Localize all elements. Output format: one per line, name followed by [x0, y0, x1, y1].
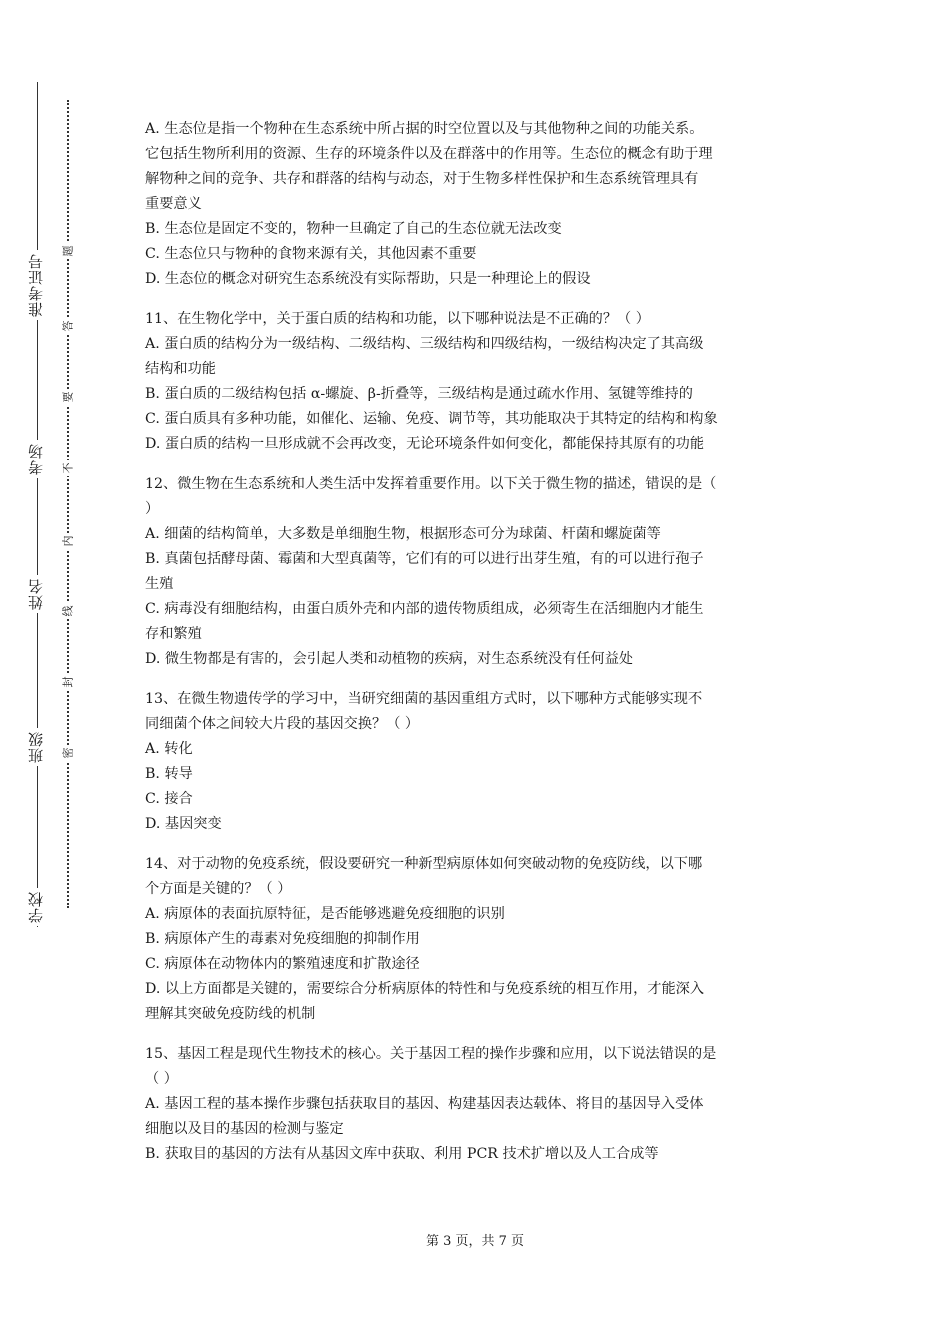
seal-char: 内 — [60, 533, 76, 549]
option-a: A. 病原体的表面抗原特征，是否能够逃避免疫细胞的识别 — [145, 906, 505, 922]
text-line: 个方面是关键的？（ ） — [145, 881, 292, 897]
option-c: C. 接合 — [145, 791, 193, 807]
seal-char: 不 — [60, 460, 76, 476]
question-11 — [145, 307, 813, 457]
text-line: 生殖 — [145, 576, 174, 592]
text-line: （ ） — [145, 1071, 178, 1087]
seal-char: 密 — [60, 745, 76, 761]
page-number: 第 3 页，共 7 页 — [425, 1234, 525, 1249]
option-d: D. 基因突变 — [145, 816, 222, 832]
option-c: C. 病毒没有细胞结构，由蛋白质外壳和内部的遗传物质组成，必须寄生在活细胞内才能生 — [145, 601, 704, 617]
text-line: 理解其突破免疫防线的机制 — [145, 1006, 316, 1022]
option-c: C. 病原体在动物体内的繁殖速度和扩散途径 — [145, 956, 420, 972]
option-a: A. 基因工程的基本操作步骤包括获取目的基因、构建基因表达载体、将目的基因导入受体 — [145, 1096, 704, 1112]
option-d: D. 生态位的概念对研究生态系统没有实际帮助，只是一种理论上的假设 — [145, 271, 591, 287]
seal-char: 线 — [60, 603, 76, 619]
option-b: B. 病原体产生的毒素对免疫细胞的抑制作用 — [145, 931, 420, 947]
text-line: 重要意义 — [145, 196, 202, 212]
question-stem: 12、微生物在生态系统和人类生活中发挥着重要作用。以下关于微生物的描述，错误的是（ — [145, 476, 717, 492]
option-d: D. 蛋白质的结构一旦形成就不会再改变，无论环境条件如何变化，都能保持其原有的功能 — [145, 436, 705, 452]
question-stem: 13、在微生物遗传学的学习中，当研究细菌的基因重组方式时，以下哪种方式能够实现不 — [145, 691, 703, 707]
option-c: C. 蛋白质具有多种功能，如催化、运输、免疫、调节等，其功能取决于其特定的结构和构象 — [145, 411, 718, 427]
option-a: A. 转化 — [145, 741, 193, 757]
text-line: 解物种之间的竞争、共存和群落的结构与动态，对于生物多样性保护和生态系统管理具有 — [145, 171, 699, 187]
seal-char: 封 — [60, 674, 76, 690]
seal-char: 要 — [60, 389, 76, 405]
text-line: 存和繁殖 — [145, 626, 202, 642]
text-line: A. 生态位是指一个物种在生态系统中所占据的时空位置以及与其他物种之间的功能关系。 — [145, 121, 704, 137]
option-c: C. 生态位只与物种的食物来源有关，其他因素不重要 — [145, 246, 477, 262]
question-12 — [145, 472, 813, 672]
option-b: B. 生态位是固定不变的，物种一旦确定了自己的生态位就无法改变 — [145, 221, 562, 237]
question-stem: 14、对于动物的免疫系统，假设要研究一种新型病原体如何突破动物的免疫防线，以下哪 — [145, 856, 703, 872]
text-line: 细胞以及目的基因的检测与鉴定 — [145, 1121, 344, 1137]
field-name: 姓名 — [22, 575, 50, 613]
binding-solid-line — [37, 82, 38, 927]
question-stem: 11、在生物化学中，关于蛋白质的结构和功能，以下哪种说法是不正确的？（ ） — [145, 311, 650, 327]
text-line: ） — [145, 501, 160, 517]
text-line: 它包括生物所利用的资源、生存的环境条件以及在群落中的作用等。生态位的概念有助于理 — [145, 146, 713, 162]
question-stem: 15、基因工程是现代生物技术的核心。关于基因工程的操作步骤和应用，以下说法错误的是 — [145, 1046, 717, 1062]
option-d: D. 微生物都是有害的，会引起人类和动植物的疾病，对生态系统没有任何益处 — [145, 651, 634, 667]
field-school: 学校 — [22, 888, 50, 926]
field-exam-room: 考场 — [22, 440, 50, 478]
question-15 — [145, 1042, 813, 1167]
text-line: 同细菌个体之间较大片段的基因交换？（ ） — [145, 716, 420, 732]
text-line: 结构和功能 — [145, 361, 216, 377]
option-b: B. 真菌包括酵母菌、霉菌和大型真菌等，它们有的可以进行出芽生殖，有的可以进行孢子 — [145, 551, 704, 567]
question-content — [145, 117, 813, 1182]
field-class: 班级 — [22, 728, 50, 766]
option-d: D. 以上方面都是关键的，需要综合分析病原体的特性和与免疫系统的相互作用，才能深入 — [145, 981, 705, 997]
field-exam-number: 准考证号 — [22, 250, 50, 320]
option-a: A. 细菌的结构简单，大多数是单细胞生物，根据形态可分为球菌、杆菌和螺旋菌等 — [145, 526, 661, 542]
seal-char: 题 — [60, 243, 76, 259]
question-14 — [145, 852, 813, 1027]
question-10-options — [145, 117, 813, 292]
option-b: B. 转导 — [145, 766, 193, 782]
question-13 — [145, 687, 813, 837]
seal-char: 答 — [60, 318, 76, 334]
option-a: A. 蛋白质的结构分为一级结构、二级结构、三级结构和四级结构，一级结构决定了其高级 — [145, 336, 704, 352]
option-b: B. 获取目的基因的方法有从基因文库中获取、利用 PCR 技术扩增以及人工合成等 — [145, 1146, 659, 1162]
binding-dotted-line — [67, 100, 69, 908]
option-b: B. 蛋白质的二级结构包括 α-螺旋、β-折叠等，三级结构是通过疏水作用、氢键等维持的 — [145, 386, 693, 402]
